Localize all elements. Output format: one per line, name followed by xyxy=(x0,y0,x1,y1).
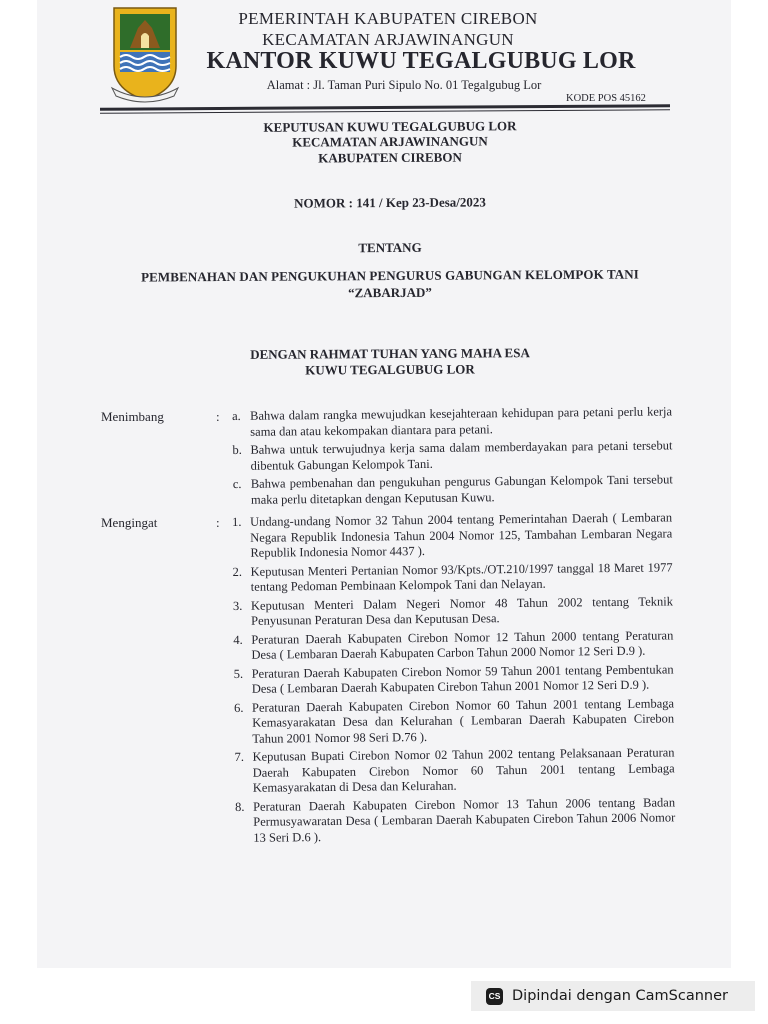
header-address: Alamat : Jl. Taman Puri Sipulo No. 01 Tegalgubug Lor xyxy=(266,78,542,92)
decree-subject-name: “ZABARJAD” xyxy=(348,284,432,301)
decree-title-line: KECAMATAN ARJAWINANGUN xyxy=(292,133,488,150)
list-item xyxy=(232,404,672,440)
mengingat-list xyxy=(232,510,675,849)
list-marker: 2. xyxy=(232,564,243,579)
list-marker: 6. xyxy=(233,700,244,715)
list-item xyxy=(234,696,674,747)
menimbang-list xyxy=(232,404,673,511)
list-text: Keputusan Bupati Cirebon Nomor 02 Tahun 2002 tentang Pelaksanaan Peraturan Daerah Kabupaten Cirebon Nomor 60 Tahun 2001 tentang Lembaga Kemasyarakatan di Desa dan Kelurahan. xyxy=(252,745,675,795)
list-text: Keputusan Menteri Pertanian Nomor 93/Kpts./OT.210/1997 tanggal 18 Maret 1977 tentang Pedoman Pembinaan Kelompok Tani dan Nelayan. xyxy=(250,559,673,594)
camscanner-label: Dipindai dengan CamScanner xyxy=(512,988,729,1004)
list-marker: 3. xyxy=(232,598,243,613)
list-text: Peraturan Daerah Kabupaten Cirebon Nomor 60 Tahun 2001 tentang Lembaga Kemasyarakatan Desa dan Kelurahan ( Lembaran Daerah Kabupaten Cirebon Tahun 2001 Nomor 98 Seri D.76 ). xyxy=(251,695,675,746)
list-marker: b. xyxy=(232,442,242,457)
header-government: PEMERINTAH KABUPATEN CIREBON xyxy=(238,9,538,28)
list-item xyxy=(232,438,672,474)
list-item xyxy=(235,795,675,846)
decree-title-line: KEPUTUSAN KUWU TEGALGUBUG LOR xyxy=(263,118,517,135)
mengingat-colon: : xyxy=(216,515,220,530)
list-text: Peraturan Daerah Kabupaten Cirebon Nomor 13 Tahun 2006 tentang Badan Permusyawaratan Desa ( Lembaran Daerah Kabupaten Cirebon Tahun 2006 Nomor 13 Seri D.6 ). xyxy=(252,794,676,845)
list-text: Bahwa pembenahan dan pengukuhan pengurus Gabungan Kelompok Tani tersebut maka perlu ditetapkan dengan Keputusan Kuwu. xyxy=(250,472,673,507)
list-text: Bahwa untuk terwujudnya kerja sama dalam memberdayakan para petani tersebut dibentuk Gabungan Kelompok Tani. xyxy=(250,438,673,473)
list-item xyxy=(234,745,674,796)
list-text: Undang-undang Nomor 32 Tahun 2004 tentang Pemerintahan Daerah ( Lembaran Negara Republik Indonesia Tahun 2004 Nomor 125, Tambahan Lembaran Negara Republik Indonesia Nomor 4437 ). xyxy=(249,510,673,560)
list-item xyxy=(232,510,672,561)
list-text: Bahwa dalam rangka mewujudkan kesejahteraan kehidupan para petani perlu kerja sama dan atau kekompakan diantara para petani. xyxy=(249,404,673,439)
decree-about-label: TENTANG xyxy=(358,239,422,256)
mengingat-label: Mengingat xyxy=(101,515,158,530)
menimbang-label: Menimbang xyxy=(101,409,164,424)
list-text: Peraturan Daerah Kabupaten Cirebon Nomor 59 Tahun 2001 tentang Pembentukan Desa ( Lembaran Daerah Kabupaten Cirebon Tahun 2001 Nomor 12 Seri D.9 ). xyxy=(251,661,674,696)
list-marker: a. xyxy=(232,408,241,423)
decree-number: NOMOR : 141 / Kep 23-Desa/2023 xyxy=(294,194,486,211)
menimbang-colon: : xyxy=(216,409,220,424)
list-marker: 4. xyxy=(233,632,243,647)
header-postal-code: KODE POS 45162 xyxy=(566,93,646,104)
header-office-name: KANTOR KUWU TEGALGUBUG LOR xyxy=(206,48,636,74)
regency-emblem-icon xyxy=(108,4,182,104)
decree-grace-line: DENGAN RAHMAT TUHAN YANG MAHA ESA xyxy=(250,345,530,362)
list-marker: c. xyxy=(232,476,242,491)
list-marker: 7. xyxy=(234,749,244,764)
list-marker: 5. xyxy=(233,666,244,681)
list-item xyxy=(233,628,673,664)
camscanner-watermark xyxy=(471,981,755,1011)
list-marker: 8. xyxy=(234,799,245,814)
list-item xyxy=(233,594,673,630)
header-district: KECAMATAN ARJAWINANGUN xyxy=(262,30,514,49)
camscanner-logo-icon: CS xyxy=(486,988,503,1005)
list-text: Peraturan Daerah Kabupaten Cirebon Nomor 12 Tahun 2000 tentang Peraturan Desa ( Lembaran Daerah Kabupaten Carbon Tahun 2000 Nomor 12 Seri D.9 ). xyxy=(251,627,674,662)
list-text: Keputusan Menteri Dalam Negeri Nomor 48 Tahun 2002 tentang Teknik Penyusunan Peraturan Desa dan Keputusan Desa. xyxy=(250,593,673,628)
list-item xyxy=(233,560,673,596)
decree-grace-line: KUWU TEGALGUBUG LOR xyxy=(305,361,475,378)
list-item xyxy=(233,472,673,508)
decree-subject: PEMBENAHAN DAN PENGUKUHAN PENGURUS GABUNGAN KELOMPOK TANI xyxy=(141,266,639,285)
list-item xyxy=(234,662,674,698)
list-marker: 1. xyxy=(232,514,242,529)
decree-title-line: KABUPATEN CIREBON xyxy=(318,149,462,166)
